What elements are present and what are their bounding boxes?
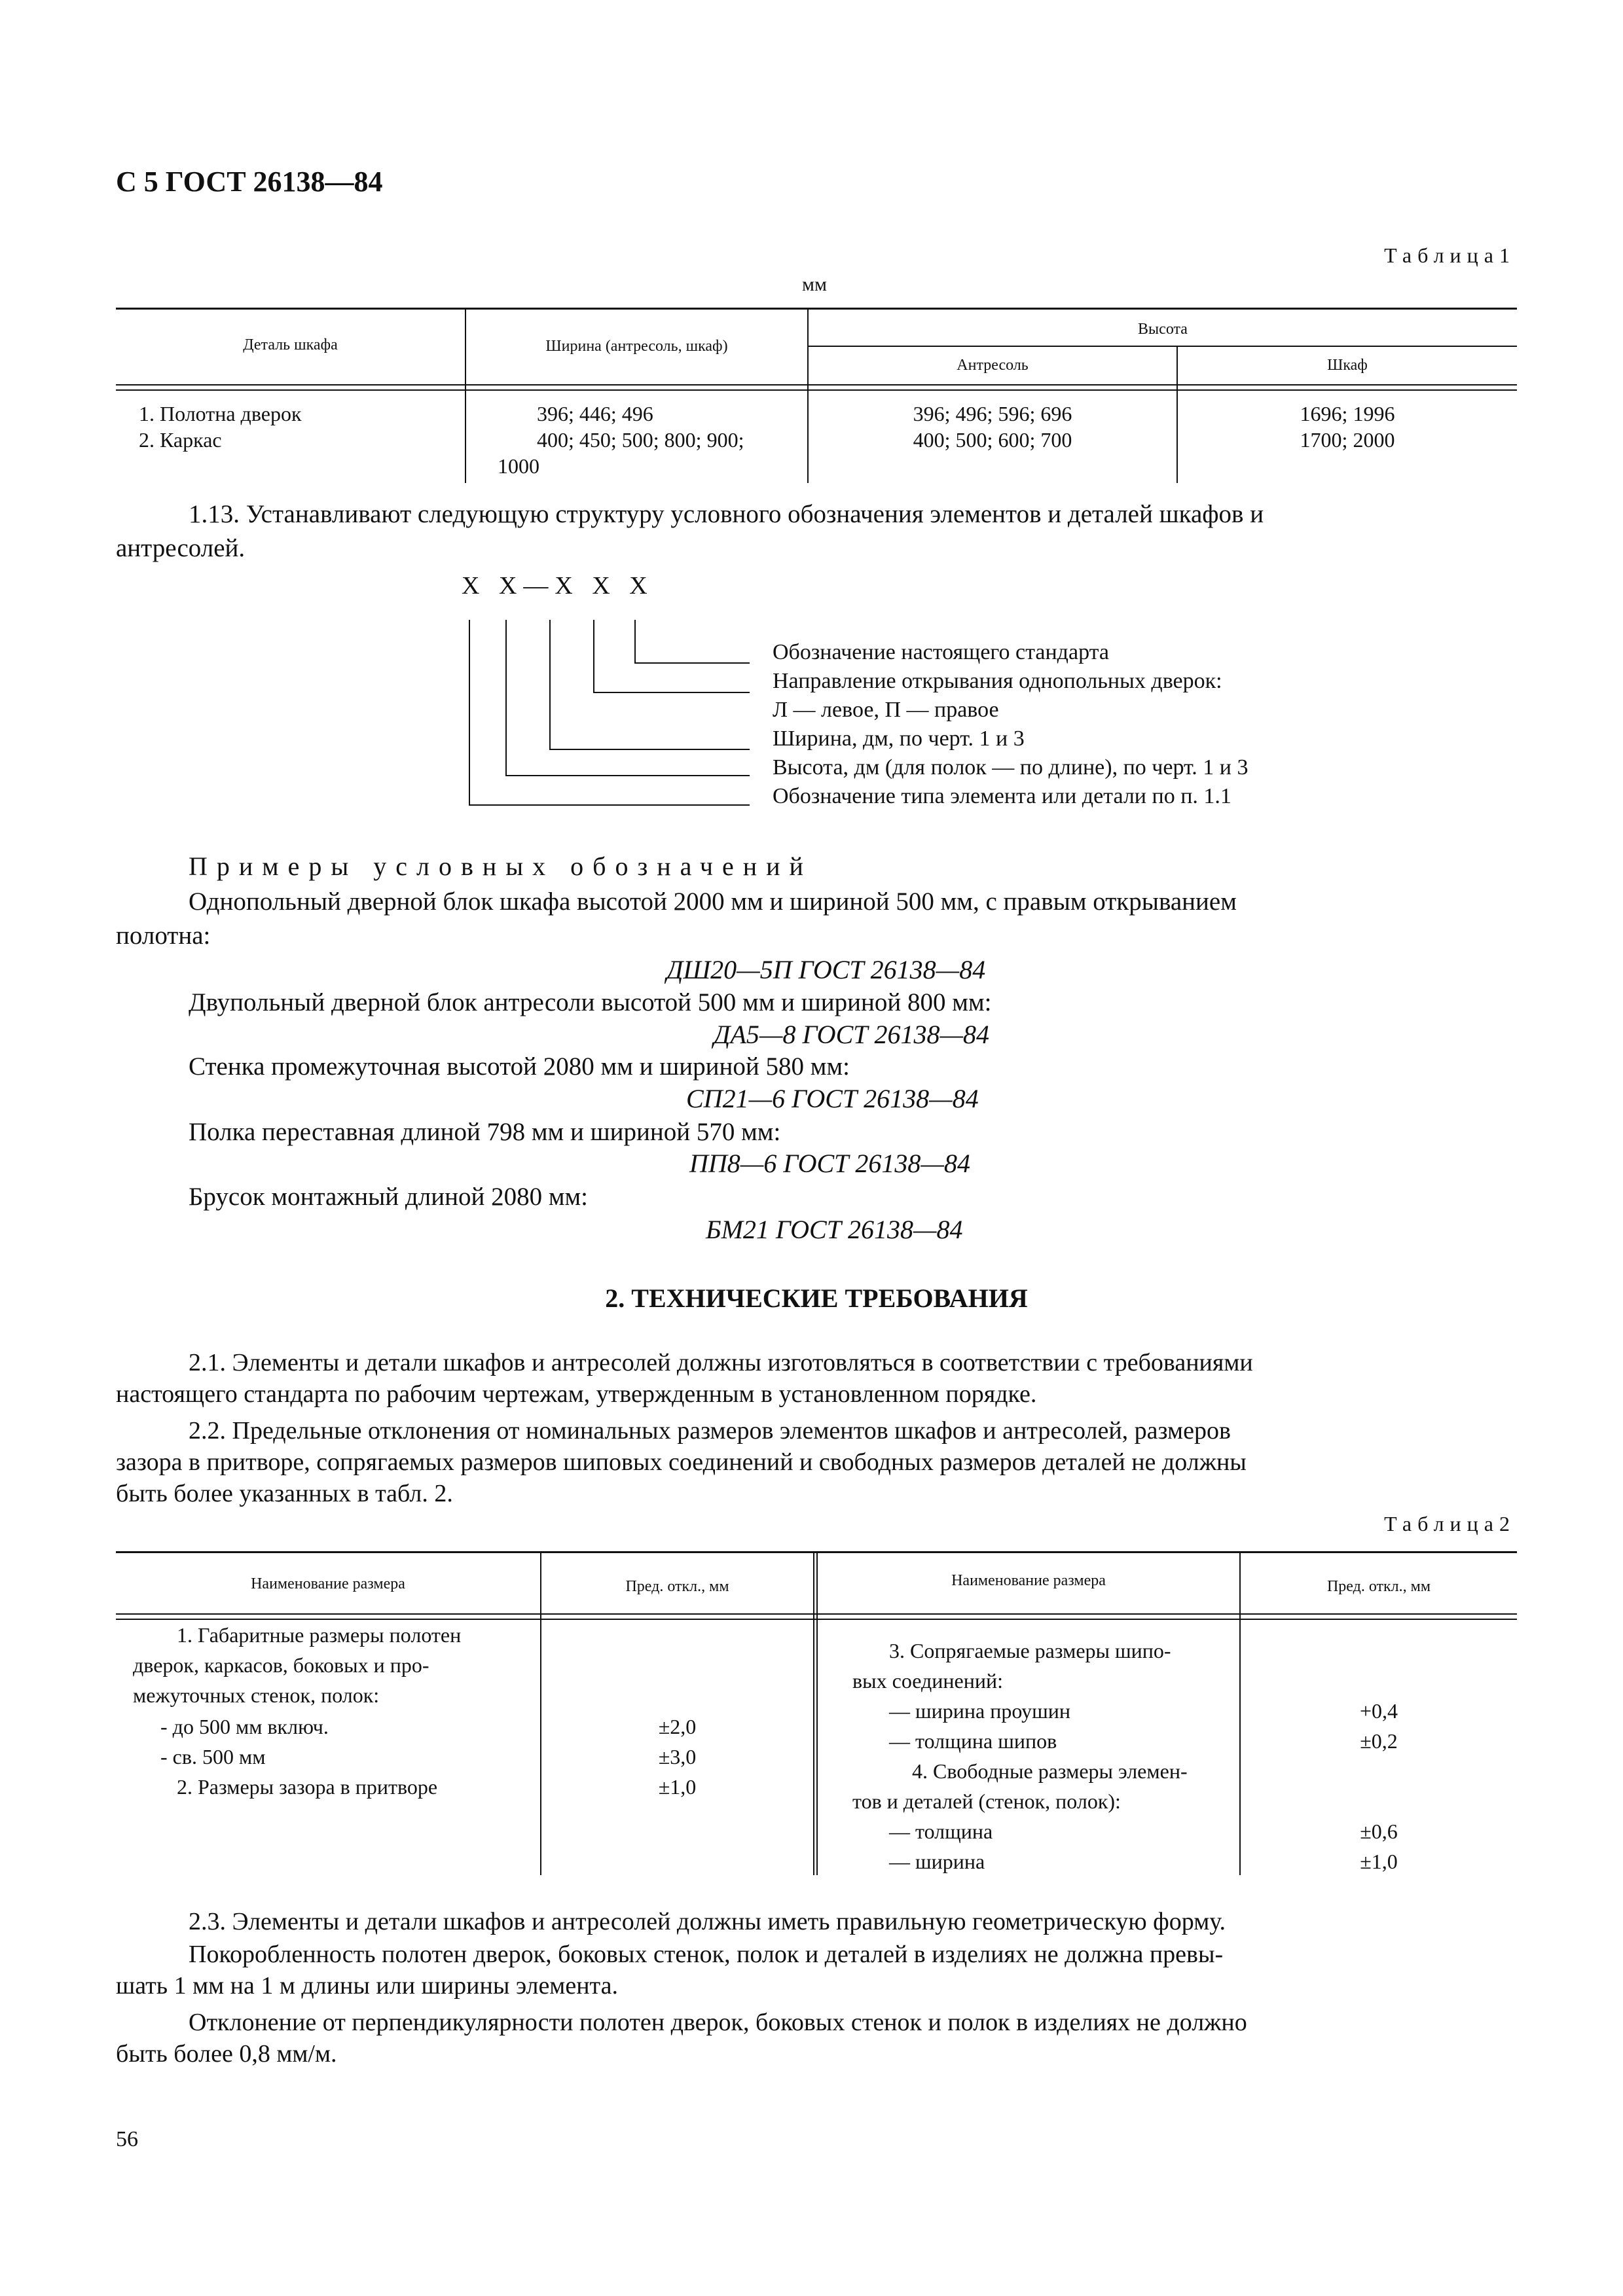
examples-title: Примеры условных обозначений bbox=[189, 852, 812, 881]
legend-direction-values: Л — левое, П — правое bbox=[773, 698, 999, 722]
para-2-2-line3: быть более указанных в табл. 2. bbox=[116, 1480, 453, 1507]
table1-header-mezzanine: Антресоль bbox=[957, 357, 1029, 374]
example5-code: БМ21 ГОСТ 26138—84 bbox=[706, 1215, 963, 1244]
example3-code: СП21—6 ГОСТ 26138—84 bbox=[686, 1084, 979, 1113]
table2-header-name-left: Наименование размера bbox=[251, 1575, 405, 1592]
table1-header-detail: Деталь шкафа bbox=[243, 336, 338, 353]
table2-left-row6: 2. Размеры зазора в притворе bbox=[177, 1775, 438, 1799]
table2-right-row7: — толщина bbox=[889, 1820, 993, 1843]
example1-code: ДШ20—5П ГОСТ 26138—84 bbox=[666, 955, 986, 984]
example5-text: Брусок монтажный длиной 2080 мм: bbox=[189, 1183, 589, 1211]
table1-caption: Таблица1 bbox=[1384, 243, 1516, 267]
table2-right-row4: — толщина шипов bbox=[889, 1729, 1057, 1753]
table2-left-row5-dev: ±3,0 bbox=[658, 1745, 697, 1768]
table1-row1-mezzanine: 396; 496; 596; 696 bbox=[913, 402, 1072, 425]
para-2-3-perp-line2: быть более 0,8 мм/м. bbox=[116, 2040, 337, 2068]
section2-title: 2. ТЕХНИЧЕСКИЕ ТРЕБОВАНИЯ bbox=[605, 1283, 1028, 1313]
example4-text: Полка переставная длиной 798 мм и шириной 570 мм: bbox=[189, 1118, 781, 1146]
table1-header-width: Ширина (антресоль, шкаф) bbox=[545, 338, 728, 355]
table2-right-row5: 4. Свободные размеры элемен- bbox=[912, 1759, 1188, 1783]
example2-text: Двупольный дверной блок антресоли высотой 500 мм и шириной 800 мм: bbox=[189, 988, 992, 1016]
example2-code: ДА5—8 ГОСТ 26138—84 bbox=[714, 1020, 990, 1049]
document-header: С 5 ГОСТ 26138—84 bbox=[116, 166, 383, 198]
legend-width: Ширина, дм, по черт. 1 и 3 bbox=[773, 726, 1025, 751]
table2-left-row3: межуточных стенок, полок: bbox=[133, 1683, 380, 1707]
table2-right-row4-dev: ±0,2 bbox=[1360, 1729, 1398, 1753]
legend-direction: Направление открывания однопольных дверок: bbox=[773, 669, 1222, 693]
table1-header-height: Высота bbox=[1138, 321, 1188, 338]
table1-row1-cabinet: 1696; 1996 bbox=[1300, 402, 1395, 425]
designation-scheme: Х Х—Х Х Х bbox=[462, 572, 654, 600]
table2-left-row5: - св. 500 мм bbox=[160, 1745, 266, 1768]
para-2-3-warp-line1: Покоробленность полотен дверок, боковых стенок, полок и деталей в изделиях не должна превы- bbox=[189, 1941, 1224, 1968]
table1-row2-width-cont: 1000 bbox=[498, 454, 539, 478]
para-1-13-line1: 1.13. Устанавливают следующую структуру условного обозначения элементов и деталей шкафов и bbox=[189, 500, 1264, 528]
table2-header-name-right: Наименование размера bbox=[951, 1572, 1106, 1589]
legend-type: Обозначение типа элемента или детали по п. 1.1 bbox=[773, 784, 1231, 808]
para-2-2-line2: зазора в притворе, сопрягаемых размеров шиповых соединений и свободных размеров деталей не должны bbox=[116, 1448, 1247, 1476]
designation-legend bbox=[773, 638, 1249, 811]
table2-header-dev-right: Пред. откл., мм bbox=[1326, 1578, 1431, 1595]
para-2-3: 2.3. Элементы и детали шкафов и антресолей должны иметь правильную геометрическую форму. bbox=[189, 1908, 1226, 1935]
table2-right-row7-dev: ±0,6 bbox=[1360, 1820, 1398, 1843]
table2-header-dev-left: Пред. откл., мм bbox=[625, 1578, 729, 1595]
designation-diagram bbox=[458, 612, 759, 808]
para-2-2-line1: 2.2. Предельные отклонения от номинальных размеров элементов шкафов и антресолей, размеров bbox=[189, 1417, 1231, 1444]
legend-height: Высота, дм (для полок — по длине), по черт. 1 и 3 bbox=[773, 755, 1249, 780]
table2-right-row8-dev: ±1,0 bbox=[1360, 1850, 1398, 1873]
example3-text: Стенка промежуточная высотой 2080 мм и шириной 580 мм: bbox=[189, 1052, 850, 1081]
para-2-3-warp-line2: шать 1 мм на 1 м длины или ширины элемента. bbox=[116, 1972, 618, 2000]
table1-row2-mezzanine: 400; 500; 600; 700 bbox=[913, 428, 1072, 452]
table1-header-cabinet: Шкаф bbox=[1327, 357, 1368, 374]
table2-left-row2: дверок, каркасов, боковых и про- bbox=[133, 1653, 429, 1677]
table1-row2-cabinet: 1700; 2000 bbox=[1300, 428, 1395, 452]
legend-standard: Обозначение настоящего стандарта bbox=[773, 640, 1109, 664]
table1-row2-detail: 2. Каркас bbox=[139, 428, 222, 452]
table2-right-row1: 3. Сопрягаемые размеры шипо- bbox=[889, 1639, 1171, 1662]
table2-right-row3: — ширина проушин bbox=[889, 1699, 1071, 1723]
table1-unit: мм bbox=[802, 274, 827, 295]
table1-row2-width: 400; 450; 500; 800; 900; bbox=[537, 428, 744, 452]
para-2-1-line2: настоящего стандарта по рабочим чертежам, утвержденным в установленном порядке. bbox=[116, 1380, 1037, 1408]
table1-row1-width: 396; 446; 496 bbox=[537, 402, 653, 425]
table2-left-row6-dev: ±1,0 bbox=[658, 1775, 697, 1799]
table2-right-row2: вых соединений: bbox=[852, 1669, 1003, 1693]
table2-right-row6: тов и деталей (стенок, полок): bbox=[852, 1789, 1121, 1813]
table2-right-row3-dev: +0,4 bbox=[1359, 1699, 1398, 1723]
example1-text-cont: полотна: bbox=[116, 922, 211, 950]
para-2-1-line1: 2.1. Элементы и детали шкафов и антресолей должны изготовляться в соответствии с требованиями bbox=[189, 1349, 1253, 1376]
table1-row1-detail: 1. Полотна дверок bbox=[139, 402, 302, 425]
page-number: 56 bbox=[116, 2127, 138, 2151]
para-1-13-line2: антресолей. bbox=[116, 534, 246, 562]
table2-left-row1: 1. Габаритные размеры полотен bbox=[177, 1623, 462, 1647]
table2-caption: Таблица2 bbox=[1384, 1512, 1516, 1535]
table2-left-row4: - до 500 мм включ. bbox=[160, 1715, 329, 1738]
para-2-3-perp-line1: Отклонение от перпендикулярности полотен дверок, боковых стенок и полок в изделиях не должно bbox=[189, 2009, 1247, 2036]
example4-code: ПП8—6 ГОСТ 26138—84 bbox=[689, 1149, 970, 1178]
table2-right-row8: — ширина bbox=[889, 1850, 985, 1873]
table2-left-row4-dev: ±2,0 bbox=[658, 1715, 697, 1738]
example1-text: Однопольный дверной блок шкафа высотой 2000 мм и шириной 500 мм, с правым открыванием bbox=[189, 888, 1237, 916]
